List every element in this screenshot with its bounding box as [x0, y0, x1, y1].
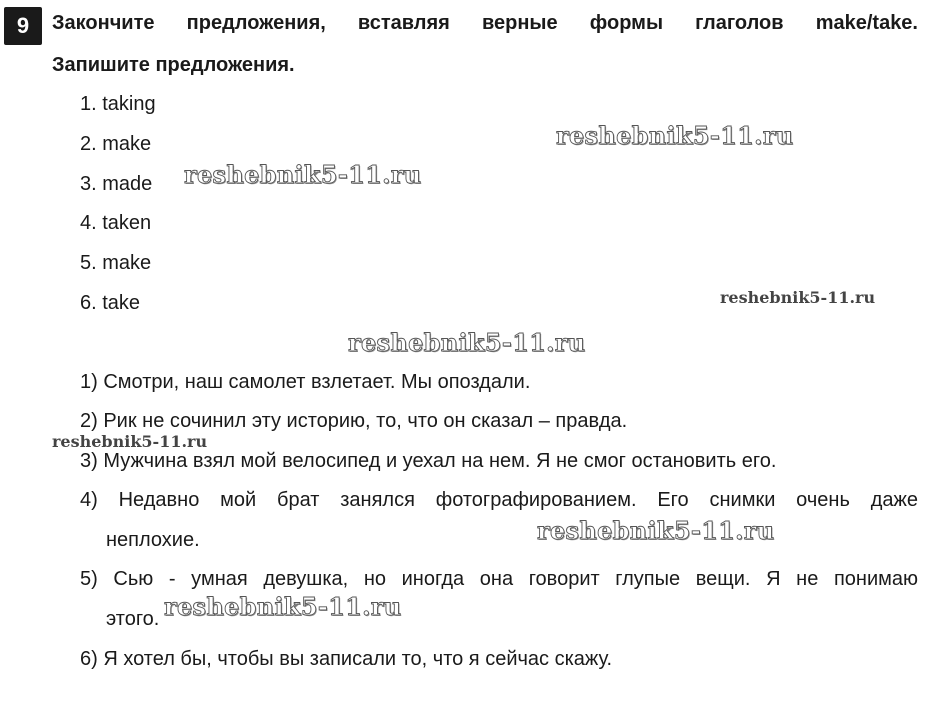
watermark: reshebnik5-11.ru	[164, 592, 402, 621]
answer-item: 4. taken	[80, 212, 152, 235]
watermark: reshebnik5-11.ru	[720, 288, 876, 307]
task-instruction: Закончите предложения, вставляя верные формы глаголов make/take.	[52, 12, 918, 34]
translation-5: 5) Сью - умная девушка, но иногда она говорит глупые вещи. Я не понимаю	[80, 568, 918, 590]
watermark: reshebnik5-11.ru	[348, 328, 586, 357]
translation-4-continuation: неплохие.	[106, 529, 200, 551]
answer-list	[80, 92, 156, 331]
translation-2: 2) Рик не сочинил эту историю, то, что он сказал – правда.	[80, 410, 628, 432]
answer-item: 6. take	[80, 291, 141, 314]
translation-5-continuation: этого.	[106, 608, 160, 630]
answer-item: 3. made	[80, 172, 153, 195]
watermark: reshebnik5-11.ru	[537, 516, 775, 545]
answer-item: 1. taking	[80, 93, 156, 115]
watermark: reshebnik5-11.ru	[184, 160, 422, 189]
watermark: reshebnik5-11.ru	[556, 121, 794, 150]
answer-item: 2. make	[80, 132, 152, 155]
task-number-badge: 9	[4, 7, 42, 45]
translation-1: 1) Смотри, наш самолет взлетает. Мы опоздали.	[80, 371, 531, 393]
watermark: reshebnik5-11.ru	[52, 432, 208, 451]
translation-6: 6) Я хотел бы, чтобы вы записали то, что я сейчас скажу.	[80, 648, 613, 670]
task-instruction-continuation: Запишите предложения.	[52, 54, 295, 76]
translation-3: 3) Мужчина взял мой велосипед и уехал на нем. Я не смог остановить его.	[80, 450, 777, 472]
answer-item: 5. make	[80, 252, 152, 275]
translation-4: 4) Недавно мой брат занялся фотографированием. Его снимки очень даже	[80, 489, 918, 511]
